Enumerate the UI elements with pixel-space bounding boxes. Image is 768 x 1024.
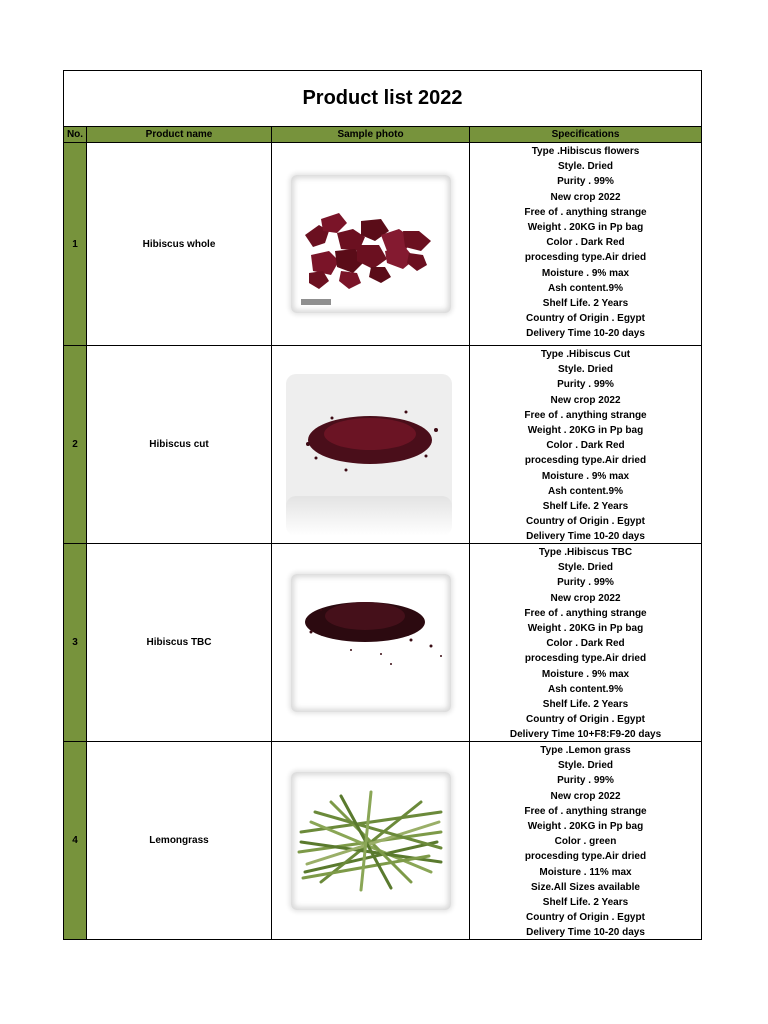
sample-photo-cell [272,346,470,543]
spec-line: Weight . 20KG in Pp bag [527,222,644,234]
spec-line: Free of . anything strange [524,409,647,421]
spec-line: Delivery Time 10-20 days [526,531,645,543]
spec-line: Color . Dark Red [546,638,625,650]
spec-line: Moisture . 9% max [541,668,630,680]
spec-line: Free of . anything strange [524,206,647,218]
row-number: 3 [64,544,87,741]
spec-line: Moisture . 11% max [539,866,632,878]
sample-photo-cell [272,143,470,345]
dried-hibiscus-whole-photo [291,175,451,313]
spec-line: Purity . 99% [557,176,614,188]
sample-photo-cell [272,544,470,741]
row-number: 1 [64,143,87,345]
spec-line: Moisture . 9% max [541,470,630,482]
spec-line: procesding type.Air dried [524,653,647,665]
spec-line: Country of Origin . Egypt [526,912,645,924]
spec-line: Shelf Life. 2 Years [542,298,629,310]
spec-line: Purity . 99% [557,577,614,589]
spec-line: Type .Hibiscus flowers [531,146,640,157]
specifications [470,742,701,939]
spec-line: Free of . anything strange [524,805,647,817]
page-title: Product list 2022 [64,71,701,127]
spec-line: Type .Hibiscus Cut [540,349,631,360]
table-header [64,127,701,143]
spec-line: Style. Dried [557,161,614,173]
spec-line: Size.All Sizes available [531,881,640,893]
column-header-spec: Specifications [551,129,620,140]
table-row [64,143,701,346]
spec-line: Color . Dark Red [546,237,625,249]
column-header-name: Product name [87,127,272,142]
spec-line: Shelf Life. 2 Years [542,897,629,909]
spec-line: Delivery Time 10+F8:F9-20 days [509,729,662,741]
table-row [64,346,701,544]
specifications [470,544,701,741]
spec-line: Purity . 99% [557,379,614,391]
spec-line: New crop 2022 [550,191,621,203]
spec-line: Free of . anything strange [524,607,647,619]
spec-line: procesding type.Air dried [524,455,647,467]
specifications [470,143,701,345]
row-number: 4 [64,742,87,939]
spec-line: Country of Origin . Egypt [526,714,645,726]
table-row [64,742,701,939]
sample-photo-cell [272,742,470,939]
spec-line: Style. Dried [557,364,614,376]
product-name: Lemongrass [87,742,272,939]
spec-line: Color . green [554,836,617,848]
column-header-no: No. [64,127,87,142]
product-name: Hibiscus TBC [87,544,272,741]
spec-line: Weight . 20KG in Pp bag [527,821,644,833]
product-name: Hibiscus cut [87,346,272,543]
spec-line: New crop 2022 [550,394,621,406]
photo-wrapper [286,350,456,540]
spec-line: procesding type.Air dried [524,252,647,264]
spec-line: Type .Hibiscus TBC [538,547,633,558]
dried-lemongrass-photo [291,772,451,910]
spec-line: New crop 2022 [550,592,621,604]
specifications [470,346,701,543]
spec-line: New crop 2022 [550,790,621,802]
spec-line: procesding type.Air dried [524,851,647,863]
row-number: 2 [64,346,87,543]
spec-line: Ash content.9% [547,485,623,497]
spec-line: Style. Dried [557,562,614,574]
spec-line: Purity . 99% [557,775,614,787]
spec-line: Shelf Life. 2 Years [542,699,629,711]
spec-line: Moisture . 9% max [541,267,630,279]
spec-line: Delivery Time 10-20 days [526,927,645,939]
spec-line: Country of Origin . Egypt [526,313,645,325]
spec-line: Type .Lemon grass [540,745,631,756]
photo-reflection [286,496,452,536]
spec-line: Country of Origin . Egypt [526,516,645,528]
spec-line: Shelf Life. 2 Years [542,501,629,513]
spec-line: Weight . 20KG in Pp bag [527,623,644,635]
spec-line: Style. Dried [557,760,614,772]
product-table [63,70,702,940]
spec-line: Color . Dark Red [546,440,625,452]
column-header-photo: Sample photo [272,127,470,142]
product-name: Hibiscus whole [87,143,272,345]
table-row [64,544,701,742]
spec-line: Delivery Time 10-20 days [526,328,645,340]
spec-line: Ash content.9% [547,683,623,695]
spec-line: Ash content.9% [547,282,623,294]
hibiscus-tbc-pile-photo [291,574,451,712]
spec-line: Weight . 20KG in Pp bag [527,425,644,437]
